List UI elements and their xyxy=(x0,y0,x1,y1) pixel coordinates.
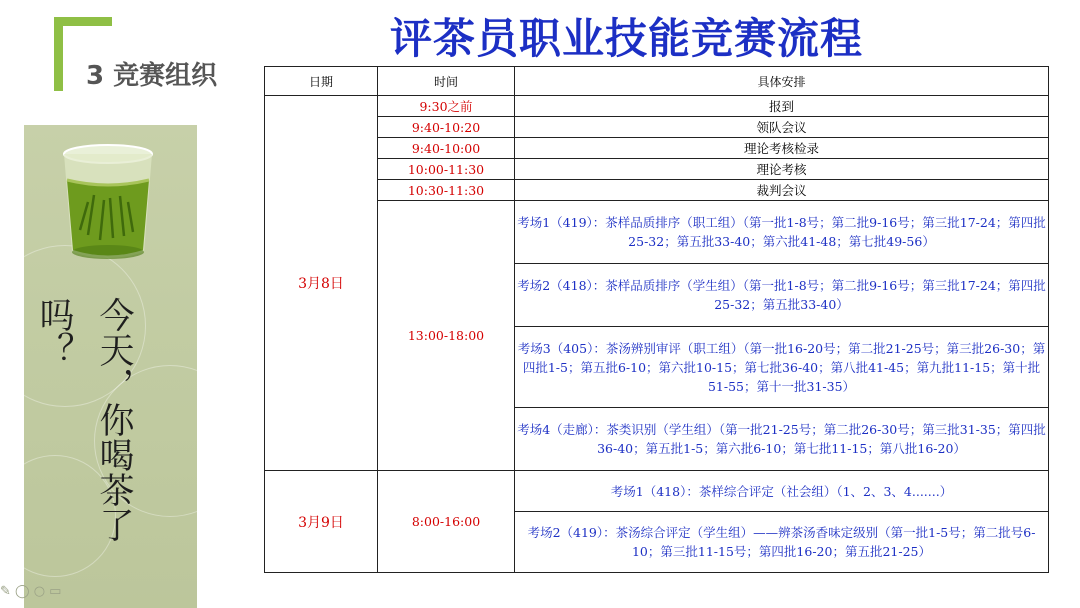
section-bracket-gap xyxy=(112,17,126,47)
table-row xyxy=(265,138,1049,159)
venue-cell: 考场1（418）：茶样综合评定（社会组）（1、2、3、4.......） xyxy=(515,471,1049,512)
watermark-icon: ✎ ◯ ○ ▭ xyxy=(0,584,62,599)
table-row xyxy=(265,96,1049,117)
plan-cell: 报到 xyxy=(515,96,1049,117)
table-row xyxy=(265,159,1049,180)
section-title: 3 竞赛组织 xyxy=(86,61,218,91)
time-cell: 9:40-10:00 xyxy=(378,138,515,159)
plan-cell: 理论考核 xyxy=(515,159,1049,180)
tea-image-panel xyxy=(24,125,197,608)
time-cell: 9:40-10:20 xyxy=(378,117,515,138)
venue-cell: 考场1（419）：茶样品质排序（职工组）（第一批1-8号；第二批9-16号；第三批17-24；第四批25-32；第五批33-40；第六批41-48；第七批49-56） xyxy=(515,201,1049,264)
slogan-text: 今天，你喝茶了吗？ xyxy=(34,297,134,542)
date-cell-day1: 3月8日 xyxy=(265,96,378,471)
header-plan: 具体安排 xyxy=(515,67,1049,96)
table-row xyxy=(265,117,1049,138)
venue-cell: 考场2（419）：茶汤综合评定（学生组）——辨茶汤香味定级别（第一批1-5号；第二批号6-10；第三批11-15号；第四批16-20；第五批21-25） xyxy=(515,512,1049,573)
plan-cell: 理论考核检录 xyxy=(515,138,1049,159)
plan-cell: 裁判会议 xyxy=(515,180,1049,201)
table-header-row xyxy=(265,67,1049,96)
table-row xyxy=(265,180,1049,201)
schedule-table xyxy=(264,66,1049,573)
time-cell: 8:00-16:00 xyxy=(378,471,515,573)
date-cell-day2: 3月9日 xyxy=(265,471,378,573)
page-title: 评茶员职业技能竞赛流程 xyxy=(390,14,864,63)
header-date: 日期 xyxy=(265,67,378,96)
venue-cell: 考场4（走廊）：茶类识别（学生组）（第一批21-25号；第二批26-30号；第三批31-35；第四批36-40；第五批1-5；第六批6-10；第七批11-15；第八批16-20） xyxy=(515,408,1049,471)
time-cell-afternoon: 13:00-18:00 xyxy=(378,201,515,471)
table-row xyxy=(265,471,1049,512)
time-cell: 9:30之前 xyxy=(378,96,515,117)
header-time: 时间 xyxy=(378,67,515,96)
table-row xyxy=(265,201,1049,264)
venue-cell: 考场2（418）：茶样品质排序（学生组）（第一批1-8号；第二批9-16号；第三批17-24；第四批25-32；第五批33-40） xyxy=(515,264,1049,327)
time-cell: 10:30-11:30 xyxy=(378,180,515,201)
plan-cell: 领队会议 xyxy=(515,117,1049,138)
venue-cell: 考场3（405）：茶汤辨别审评（职工组）（第一批16-20号；第二批21-25号；第三批26-30；第四批1-5；第五批6-10；第六批10-15；第七批36-40；第八批41-45；第九批11-15；第十批51-55；第十一批31-35） xyxy=(515,327,1049,408)
tea-glass-icon xyxy=(58,140,158,265)
time-cell: 10:00-11:30 xyxy=(378,159,515,180)
